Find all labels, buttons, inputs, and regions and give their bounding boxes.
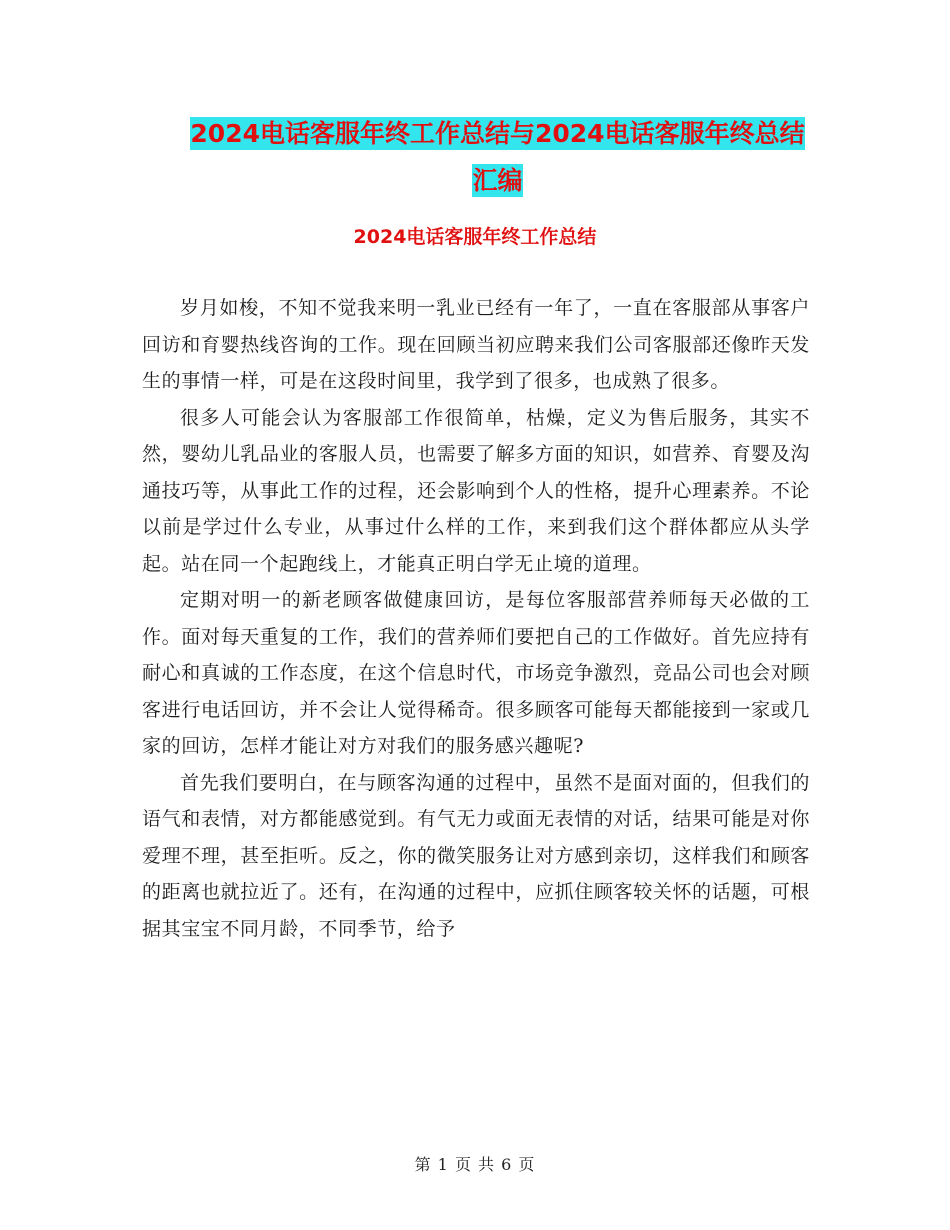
document-title-line1: 2024电话客服年终工作总结与2024电话客服年终总结 bbox=[190, 119, 805, 148]
paragraph: 首先我们要明白，在与顾客沟通的过程中，虽然不是面对面的，但我们的语气和表情，对方都能感觉到。有气无力或面无表情的对话，结果可能是对你爱理不理，甚至拒听。反之，你的微笑服务让对方感到亲切，这样我们和顾客的距离也就拉近了。还有，在沟通的过程中，应抓住顾客较关怀的话题，可根据其宝宝不同月龄，不同季节，给予 bbox=[142, 771, 810, 940]
paragraph: 岁月如梭，不知不觉我来明一乳业已经有一年了，一直在客服部从事客户回访和育婴热线咨询的工作。现在回顾当初应聘来我们公司客服部还像昨天发生的事情一样，可是在这段时间里，我学到了很多，也成熟了很多。 bbox=[142, 297, 810, 392]
document-title bbox=[140, 110, 855, 204]
document-title-line2: 汇编 bbox=[472, 166, 523, 195]
section-title: 2024电话客服年终工作总结 bbox=[353, 226, 597, 248]
paragraph: 定期对明一的新老顾客做健康回访，是每位客服部营养师每天必做的工作。面对每天重复的工作，我们的营养师们要把自己的工作做好。首先应持有耐心和真诚的工作态度，在这个信息时代，市场竞争激烈，竞品公司也会对顾客进行电话回访，并不会让人觉得稀奇。很多顾客可能每天都能接到一家或几家的回访，怎样才能让对方对我们的服务感兴趣呢? bbox=[142, 589, 810, 757]
document-body bbox=[142, 290, 810, 947]
paragraph: 很多人可能会认为客服部工作很简单，枯燥，定义为售后服务，其实不然，婴幼儿乳品业的客服人员，也需要了解多方面的知识，如营养、育婴及沟通技巧等，从事此工作的过程，还会影响到个人的性格，提升心理素养。不论以前是学过什么专业，从事过什么样的工作，来到我们这个群体都应从头学起。站在同一个起跑线上，才能真正明白学无止境的道理。 bbox=[142, 406, 810, 575]
page-footer: 第 1 页 共 6 页 bbox=[414, 1155, 536, 1174]
